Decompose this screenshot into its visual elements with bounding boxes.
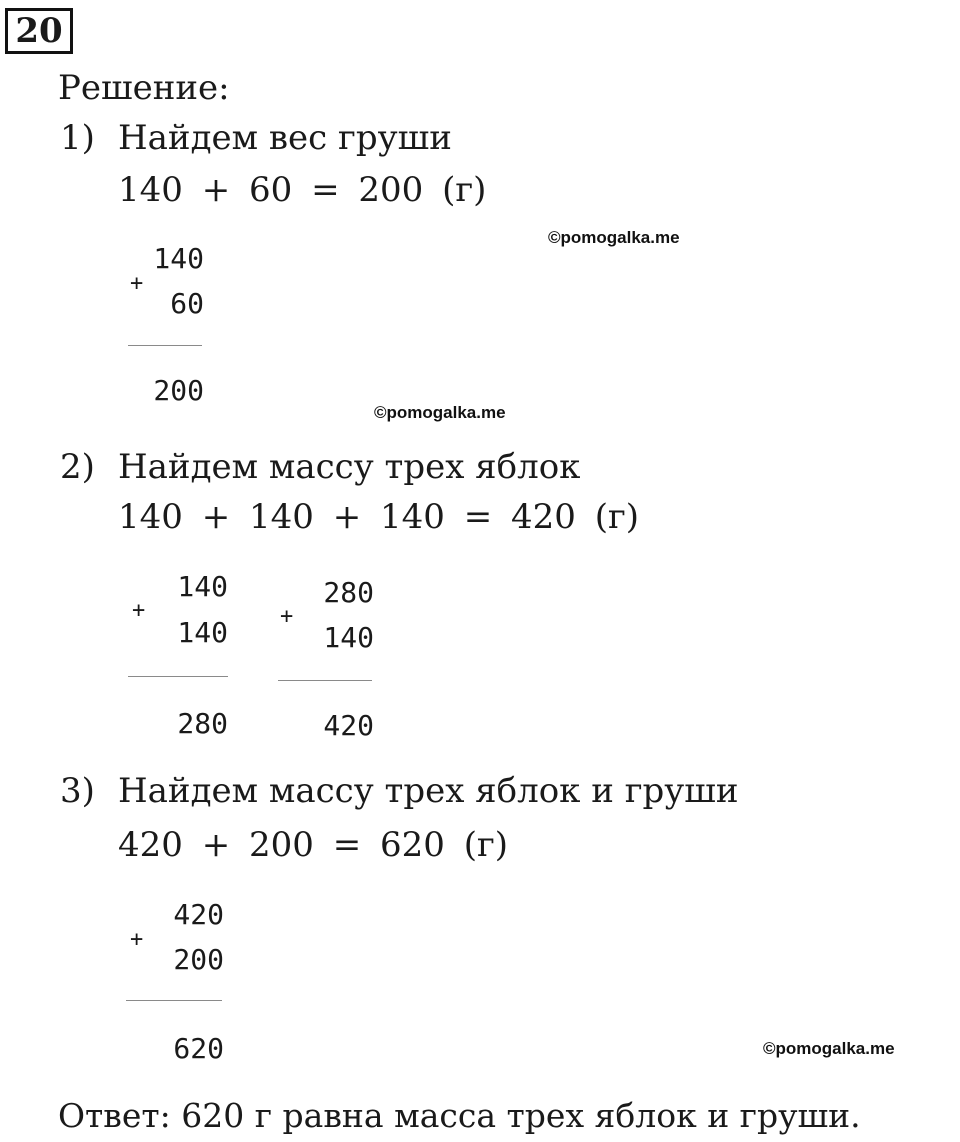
column-result: 420 bbox=[323, 709, 374, 742]
column-operand-b: 140 bbox=[177, 616, 228, 649]
column-operand-a: 140 bbox=[177, 570, 228, 603]
column-operand-a: 280 bbox=[323, 576, 374, 609]
plus-sign: + bbox=[280, 604, 294, 629]
watermark: ©pomogalka.me bbox=[374, 403, 506, 422]
column-result: 620 bbox=[173, 1032, 224, 1065]
plus-sign: + bbox=[132, 598, 146, 623]
step-equation: 420 + 200 = 620 (г) bbox=[118, 825, 509, 865]
column-rule bbox=[128, 345, 202, 346]
column-result: 200 bbox=[153, 374, 204, 407]
column-operand-a: 420 bbox=[173, 898, 224, 931]
step-title: Найдем массу трех яблок bbox=[118, 447, 581, 487]
task-number-box: 20 bbox=[5, 8, 73, 54]
solution-label: Решение: bbox=[58, 68, 230, 108]
column-operand-b: 200 bbox=[173, 943, 224, 976]
answer-line: Ответ: 620 г равна масса трех яблок и груши. bbox=[58, 1096, 861, 1135]
step-equation: 140 + 60 = 200 (г) bbox=[118, 170, 487, 210]
column-rule bbox=[128, 676, 228, 677]
column-operand-b: 140 bbox=[323, 621, 374, 654]
column-rule bbox=[278, 680, 372, 681]
step-number: 1) bbox=[60, 118, 95, 158]
column-operand-b: 60 bbox=[170, 287, 204, 320]
plus-sign: + bbox=[130, 271, 144, 296]
step-title: Найдем вес груши bbox=[118, 118, 452, 158]
watermark: ©pomogalka.me bbox=[763, 1039, 895, 1058]
watermark: ©pomogalka.me bbox=[548, 228, 680, 247]
step-title: Найдем массу трех яблок и груши bbox=[118, 771, 739, 811]
step-number: 2) bbox=[60, 447, 95, 487]
plus-sign: + bbox=[130, 927, 144, 952]
column-result: 280 bbox=[177, 707, 228, 740]
column-rule bbox=[126, 1000, 222, 1001]
column-operand-a: 140 bbox=[153, 242, 204, 275]
step-number: 3) bbox=[60, 771, 95, 811]
step-equation: 140 + 140 + 140 = 420 (г) bbox=[118, 497, 640, 537]
